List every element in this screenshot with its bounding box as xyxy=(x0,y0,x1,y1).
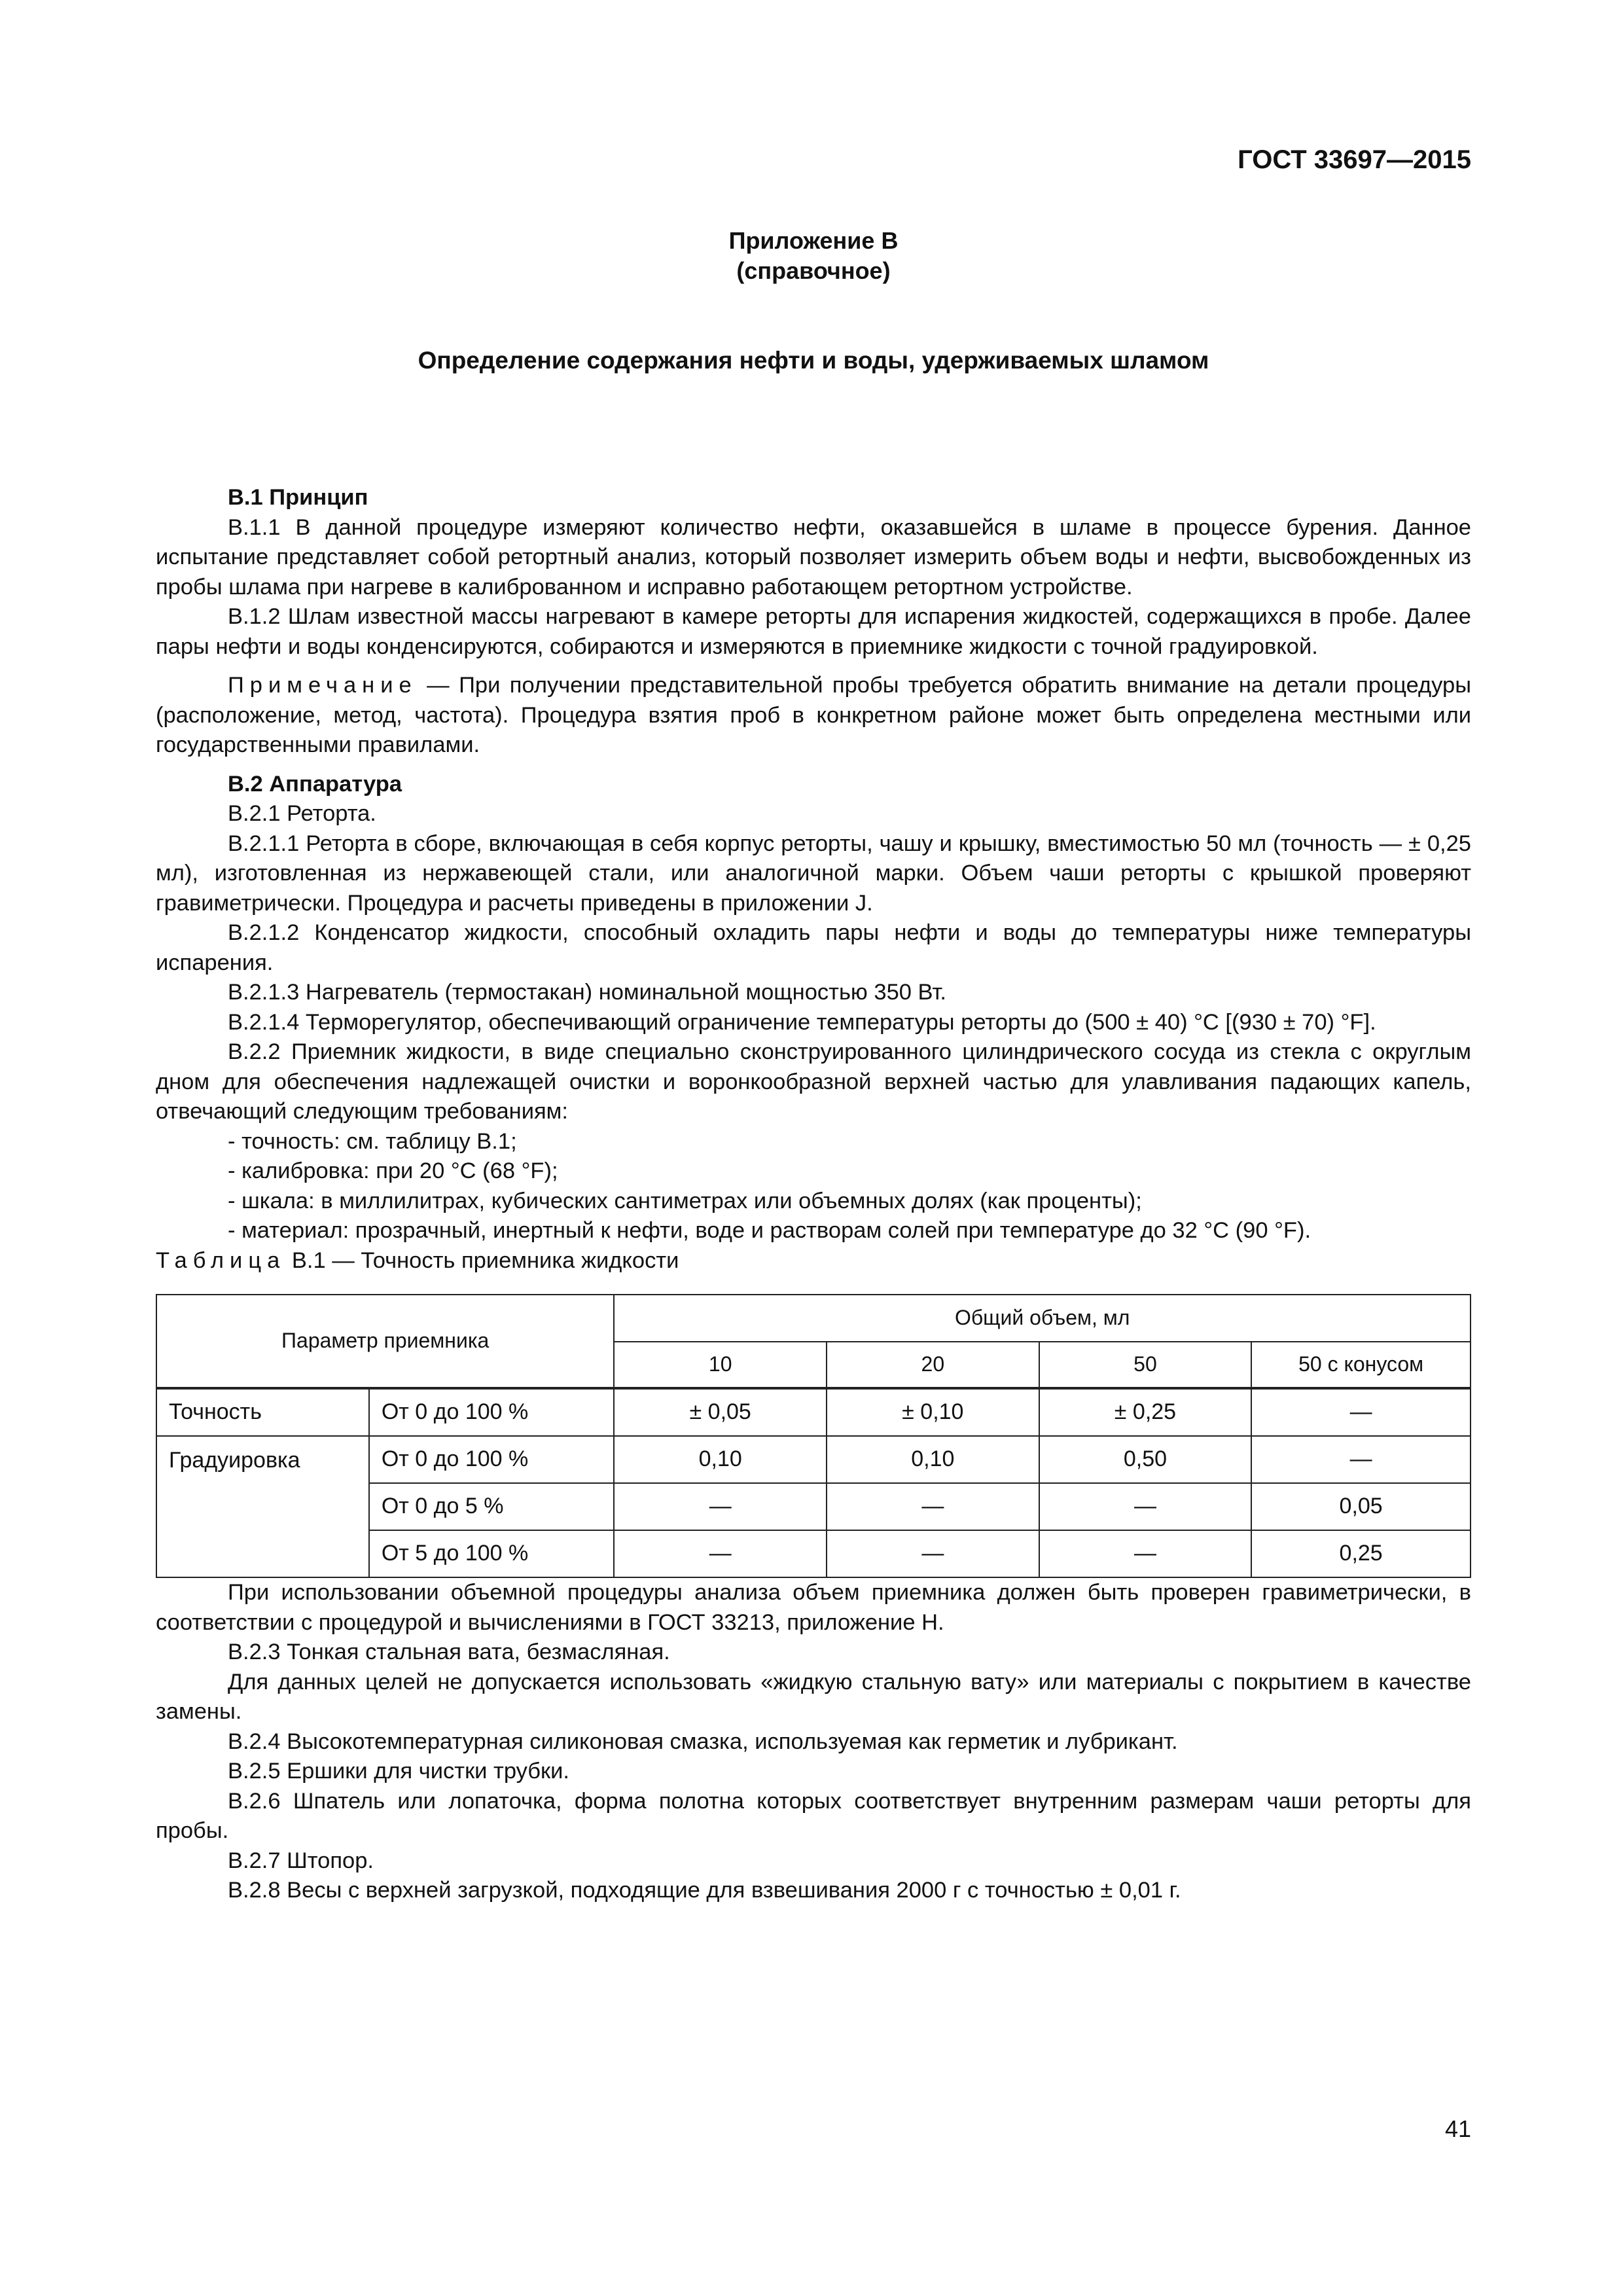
paragraph-b2-1-4: В.2.1.4 Терморегулятор, обеспечивающий ограничение температуры реторты до (500 ± 40) °С [(930 ± 70) °F]. xyxy=(228,1009,1376,1035)
range-cell: От 5 до 100 % xyxy=(369,1530,615,1577)
document-body xyxy=(156,483,1471,1906)
list-item: - точность: см. таблицу В.1; xyxy=(156,1127,1471,1157)
list-item: - материал: прозрачный, инертный к нефти, воде и растворам солей при температуре до 32 °С (90 °F). xyxy=(156,1216,1471,1246)
paragraph-b1-2: В.1.2 Шлам известной массы нагревают в камере реторты для испарения жидкостей, содержащихся в пробе. Далее пары нефти и воды конденсируются, собираются и измеряются в приемнике жидкости с точной градуировкой. xyxy=(156,604,1471,659)
page-number: 41 xyxy=(1444,2115,1471,2142)
volume-col-header: 20 xyxy=(827,1342,1039,1388)
volume-col-header: 50 с конусом xyxy=(1251,1342,1471,1388)
annex-title: Определение содержания нефти и воды, удерживаемых шламом xyxy=(418,347,1209,374)
note xyxy=(156,671,1471,761)
annex-type: (справочное) xyxy=(736,257,891,284)
paragraph-b2-1-2: В.2.1.2 Конденсатор жидкости, способный охладить пары нефти и воды до температуры ниже температуры испарения. xyxy=(156,920,1471,975)
param-header: Параметр приемника xyxy=(156,1295,614,1388)
annex-label: Приложение В xyxy=(728,227,899,254)
paragraph-b2-4: В.2.4 Высокотемпературная силиконовая смазка, используемая как герметик и лубрикант. xyxy=(228,1729,1178,1754)
paragraph-b2-1: В.2.1 Реторта. xyxy=(228,801,376,826)
table-caption xyxy=(156,1246,1471,1276)
table-caption-text: В.1 — Точность приемника жидкости xyxy=(285,1247,679,1273)
range-cell: От 0 до 100 % xyxy=(369,1388,615,1436)
volume-col-header: 50 xyxy=(1039,1342,1252,1388)
paragraph-steel-wool-note: Для данных целей не допускается использовать «жидкую стальную вату» или материалы с покрытием в качестве замены. xyxy=(156,1669,1471,1724)
paragraph-b2-3: В.2.3 Тонкая стальная вата, безмасляная. xyxy=(228,1640,670,1664)
section-heading-b1: В.1 Принцип xyxy=(228,485,368,510)
document-page xyxy=(156,0,1471,2296)
value-cell: — xyxy=(1039,1530,1252,1577)
param-cell: Точность xyxy=(156,1388,369,1436)
paragraph-b2-1-1: В.2.1.1 Реторта в сборе, включающая в себя корпус реторты, чашу и крышку, вместимостью 50 мл (точность — ± 0,25 мл), изготовленная из нержавеющей стали, или аналогичной марки. Объем чаши реторты с крышкой проверяют гравиметрически. Процедура и расчеты приведены в приложении J. xyxy=(156,831,1471,916)
value-cell: — xyxy=(1251,1436,1471,1483)
value-cell: 0,50 xyxy=(1039,1436,1252,1483)
volume-header: Общий объем, мл xyxy=(614,1295,1471,1342)
value-cell: — xyxy=(614,1530,827,1577)
section-heading-b2: В.2 Аппаратура xyxy=(228,771,402,797)
table-row xyxy=(156,1388,1471,1436)
value-cell: ± 0,25 xyxy=(1039,1388,1252,1436)
paragraph-b2-5: В.2.5 Ершики для чистки трубки. xyxy=(228,1759,569,1784)
paragraph-b1-1: В.1.1 В данной процедуре измеряют количество нефти, оказавшейся в шламе в процессе бурения. Данное испытание представляет собой ретортный анализ, который позволяет измерить объем воды и нефти, высвобожденных из пробы шлама при нагреве в калиброванном и исправно работающем ретортном устройстве. xyxy=(156,514,1471,600)
paragraph-volumetric-check: При использовании объемной процедуры анализа объем приемника должен быть проверен гравиметрически, в соответствии с процедурой и вычислениями в ГОСТ 33213, приложение Н. xyxy=(156,1580,1471,1635)
value-cell: — xyxy=(827,1530,1039,1577)
value-cell: — xyxy=(827,1483,1039,1530)
table-row xyxy=(156,1436,1471,1483)
accuracy-table xyxy=(156,1294,1471,1578)
paragraph-b2-6: В.2.6 Шпатель или лопаточка, форма полотна которых соответствует внутренним размерам чаши реторты для пробы. xyxy=(156,1788,1471,1843)
paragraph-b2-2: В.2.2 Приемник жидкости, в виде специально сконструированного цилиндрического сосуда из стекла с округлым дном для обеспечения надлежащей очистки и воронкообразной верхней частью для улавливания падающих капель, отвечающий следующим требованиям: xyxy=(156,1039,1471,1124)
standard-number: ГОСТ 33697—2015 xyxy=(1238,145,1471,174)
table-caption-label: Таблица xyxy=(156,1247,286,1273)
value-cell: ± 0,10 xyxy=(827,1388,1039,1436)
value-cell: ± 0,05 xyxy=(614,1388,827,1436)
volume-col-header: 10 xyxy=(614,1342,827,1388)
value-cell: 0,10 xyxy=(827,1436,1039,1483)
value-cell: — xyxy=(1251,1388,1471,1436)
list-item: - шкала: в миллилитрах, кубических сантиметрах или объемных долях (как проценты); xyxy=(156,1187,1471,1217)
paragraph-b2-1-3: В.2.1.3 Нагреватель (термостакан) номинальной мощностью 350 Вт. xyxy=(228,980,946,1005)
value-cell: — xyxy=(614,1483,827,1530)
paragraph-b2-8: В.2.8 Весы с верхней загрузкой, подходящие для взвешивания 2000 г с точностью ± 0,01 г. xyxy=(228,1878,1181,1903)
value-cell: 0,10 xyxy=(614,1436,827,1483)
range-cell: От 0 до 100 % xyxy=(369,1436,615,1483)
note-text: — При получении представительной пробы требуется обратить внимание на детали процедуры (расположение, метод, частота). Процедура взятия проб в конкретном районе может быть определена местными или государственными правилами. xyxy=(156,673,1471,757)
list-item: - калибровка: при 20 °С (68 °F); xyxy=(156,1157,1471,1187)
value-cell: — xyxy=(1039,1483,1252,1530)
value-cell: 0,25 xyxy=(1251,1530,1471,1577)
annex-heading xyxy=(156,226,1471,286)
value-cell: 0,05 xyxy=(1251,1483,1471,1530)
paragraph-b2-7: В.2.7 Штопор. xyxy=(228,1848,374,1873)
note-label: Примечание xyxy=(228,673,418,698)
range-cell: От 0 до 5 % xyxy=(369,1483,615,1530)
param-cell: Градуировка xyxy=(156,1436,369,1577)
